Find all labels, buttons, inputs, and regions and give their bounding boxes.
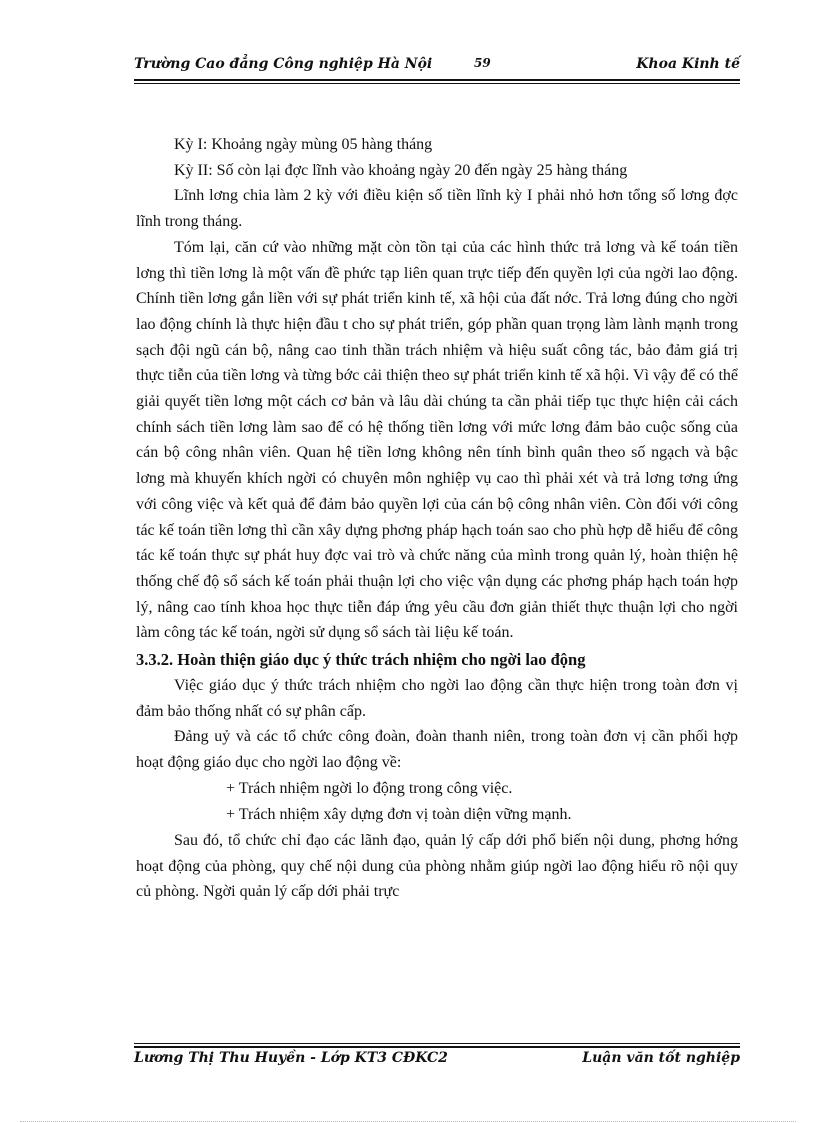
paragraph-sau-do: Sau đó, tổ chức chỉ đạo các lãnh đạo, quản lý cấp dới phổ biến nội dung, phơng hớng hoạt động của phòng, quy chế nội dung của phòng nhằm giúp ngời lao động hiểu rõ nội quy củ phòng. Ngời quản lý cấp dới phải trực <box>136 831 738 901</box>
bullet-item-2: + Trách nhiệm xây dựng đơn vị toàn diện vững mạnh. <box>226 805 572 823</box>
page-header <box>134 56 740 78</box>
paragraph-dang-uy: Đảng uỷ và các tổ chức công đoàn, đoàn thanh niên, trong toàn đơn vị cần phối hợp hoạt động giáo dục cho ngời lao động về: <box>136 728 738 772</box>
paragraph-ky-2: Kỳ II: Số còn lại đợc lĩnh vào khoảng ngày 20 đến ngày 25 hàng tháng <box>174 161 628 179</box>
header-rule-thick <box>134 79 740 81</box>
paragraph-tom-lai: Tóm lại, căn cứ vào những mặt còn tồn tại của các hình thức trả lơng và kế toán tiền lơng thì tiền lơng là một vấn đề phức tạp liên quan trực tiếp đến quyền lợi của ngời lao động. Chính tiền lơng gắn liền với sự phát triển kinh tế, xã hội của đất nớc. Trả lơng đúng cho ngời lao động chính là thực hiện đầu t cho sự phát triển, góp phần quan trọng làm lành mạnh trong sạch đội ngũ cán bộ, nâng cao tinh thần trách nhiệm và hiệu suất công tác, bảo đảm giá trị thực tiễn của tiền lơng và từng bớc cải thiện theo sự phát triển kinh tế xã hội. Vì vậy để có thể giải quyết tiền lơng một cách cơ bản và lâu dài chúng ta cần phải tiếp tục thực hiện cải cách chính sách tiền lơng làm sao để có hệ thống tiền lơng với mức lơng đảm bảo cuộc sống của cán bộ công nhân viên. Quan hệ tiền lơng không nên tính bình quân theo số ngạch và bậc lơng mà khuyến khích ngời có chuyên môn nghiệp vụ cao thì phải xét và trả lơng tơng ứng với công việc và kết quả để đảm bảo quyền lợi của cán bộ công nhân viên. Còn đối với công tác kế toán tiền lơng thì cần xây dựng phơng pháp hạch toán sao cho phù hợp dễ hiểu để công tác kế toán thực sự phát huy đợc vai trò và chức năng của mình trong quản lý, hoàn thiện hệ thống chế độ sổ sách kế toán phải thuận lợi cho việc vận dụng các phơng pháp hạch toán hợp lý, nâng cao tính khoa học thực tiễn đáp ứng yêu cầu đơn giản thiết thực thuận lợi cho ngời làm công tác kế toán, ngời sử dụng sổ sách tài liệu kế toán. <box>136 238 738 642</box>
header-faculty: Khoa Kinh tế <box>636 56 740 72</box>
footer-rule-thin <box>134 1043 740 1044</box>
bullet-item-1: + Trách nhiệm ngời lo động trong công việc. <box>226 779 513 797</box>
footer-author: Lương Thị Thu Huyền - Lớp KT3 CĐKC2 <box>134 1050 448 1066</box>
page-bottom-dotted-line <box>20 1121 796 1122</box>
page-number: 59 <box>474 56 491 70</box>
header-rule-thin <box>134 83 740 84</box>
footer-rule-thick <box>134 1046 740 1048</box>
body-text <box>136 132 738 905</box>
header-school: Trường Cao đẳng Công nghiệp Hà Nội <box>134 56 433 72</box>
footer-doc-type: Luận văn tốt nghiệp <box>582 1050 740 1066</box>
page-footer <box>134 1050 740 1072</box>
paragraph-ky-1: Kỳ I: Khoảng ngày mùng 05 hàng tháng <box>174 136 433 153</box>
paragraph-giao-duc: Việc giáo dục ý thức trách nhiệm cho ngời lao động cần thực hiện trong toàn đơn vị đảm bảo thống nhất có sự phân cấp. <box>136 677 738 720</box>
paragraph-linh-luong: Lĩnh lơng chia làm 2 kỳ với điều kiện số tiền lĩnh kỳ I phải nhỏ hơn tổng số lơng đợc lĩnh trong tháng. <box>136 187 738 231</box>
section-heading: 3.3.2. Hoàn thiện giáo dục ý thức trách nhiệm cho ngời lao động <box>136 650 586 670</box>
